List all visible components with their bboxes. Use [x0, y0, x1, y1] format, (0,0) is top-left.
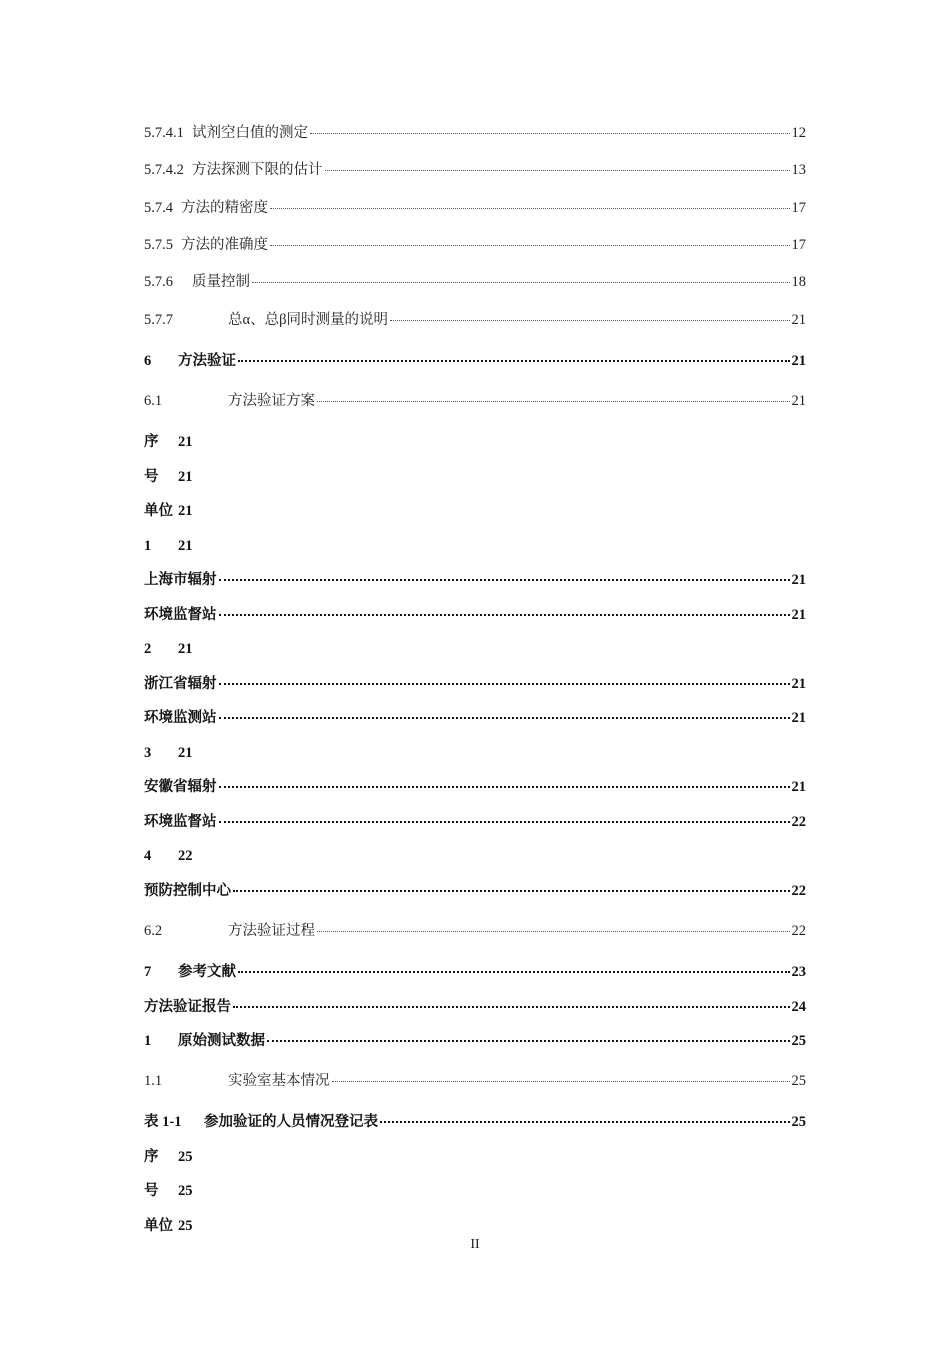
toc-entry-page: 21: [791, 607, 806, 623]
toc-entry[interactable]: [144, 1217, 806, 1235]
toc-entry-page: 12: [791, 125, 806, 141]
toc-entry-page: 21: [791, 676, 806, 692]
toc-entry-title: 方法验证方案: [228, 393, 315, 409]
toc-entry-title: 方法的准确度: [181, 237, 268, 253]
toc-entry-title: 实验室基本情况: [228, 1073, 330, 1089]
toc-dot-leader: [219, 786, 790, 788]
toc-entry[interactable]: [144, 502, 806, 520]
toc-entry[interactable]: [144, 675, 806, 693]
toc-entry-number: 序: [144, 434, 159, 450]
toc-entry[interactable]: [144, 124, 806, 142]
toc-entry[interactable]: [144, 922, 806, 940]
toc-entry-title: 环境监督站: [144, 607, 217, 623]
toc-entry-page: 25: [178, 1149, 193, 1165]
toc-entry-page: 13: [791, 162, 806, 178]
toc-dot-leader: [310, 133, 790, 134]
toc-entry-page: 21: [791, 779, 806, 795]
toc-dot-leader: [219, 614, 790, 616]
toc-dot-leader: [317, 401, 790, 402]
toc-entry-title: 预防控制中心: [144, 883, 231, 899]
toc-entry[interactable]: [144, 273, 806, 291]
toc-entry-title: 环境监测站: [144, 710, 217, 726]
toc-entry-title: 参考文献: [178, 964, 236, 980]
toc-entry-title: 总α、总β同时测量的说明: [228, 312, 388, 328]
toc-entry-number: 4: [144, 848, 152, 864]
toc-entry-page: 21: [178, 503, 193, 519]
toc-entry-title: 方法验证过程: [228, 923, 315, 939]
toc-entry[interactable]: [144, 998, 806, 1016]
toc-entry-page: 25: [791, 1033, 806, 1049]
toc-entry[interactable]: [144, 606, 806, 624]
toc-entry-page: 17: [791, 200, 806, 216]
toc-entry[interactable]: [144, 352, 806, 370]
toc-entry[interactable]: [144, 813, 806, 831]
toc-entry-number: 5.7.6: [144, 274, 173, 290]
toc-dot-leader: [219, 821, 790, 823]
toc-dot-leader: [219, 683, 790, 685]
toc-entry[interactable]: [144, 537, 806, 555]
toc-entry[interactable]: [144, 882, 806, 900]
toc-entry[interactable]: [144, 468, 806, 486]
toc-entry[interactable]: [144, 1072, 806, 1090]
toc-dot-leader: [233, 1006, 790, 1008]
toc-entry-page: 21: [791, 353, 806, 369]
toc-dot-leader: [252, 282, 790, 283]
toc-entry[interactable]: [144, 963, 806, 981]
toc-entry-page: 25: [791, 1114, 806, 1130]
toc-entry-page: 25: [178, 1183, 193, 1199]
toc-entry-page: 21: [178, 538, 193, 554]
toc-entry[interactable]: [144, 199, 806, 217]
toc-entry-page: 18: [791, 274, 806, 290]
toc-entry-title: 质量控制: [192, 274, 250, 290]
toc-entry-page: 24: [791, 999, 806, 1015]
toc-dot-leader: [267, 1040, 790, 1042]
toc-entry-page: 17: [791, 237, 806, 253]
toc-entry-page: 22: [178, 848, 193, 864]
toc-dot-leader: [270, 245, 790, 246]
toc-dot-leader: [317, 931, 790, 932]
toc-entry-title: 参加验证的人员情况登记表: [204, 1114, 378, 1130]
toc-entry[interactable]: [144, 778, 806, 796]
toc-entry-number: 序: [144, 1149, 159, 1165]
toc-dot-leader: [325, 170, 790, 171]
toc-entry-number: 5.7.4.1: [144, 125, 184, 141]
toc-entry-title: 上海市辐射: [144, 572, 217, 588]
toc-entry-title: 安徽省辐射: [144, 779, 217, 795]
toc-entry-number: 7: [144, 964, 152, 980]
toc-dot-leader: [219, 579, 790, 581]
toc-entry-page: 25: [791, 1073, 806, 1089]
toc-entry-title: 浙江省辐射: [144, 676, 217, 692]
toc-entry-title: 环境监督站: [144, 814, 217, 830]
toc-entry[interactable]: [144, 709, 806, 727]
toc-dot-leader: [233, 890, 790, 892]
toc-entry[interactable]: [144, 640, 806, 658]
toc-entry-title: 方法的精密度: [181, 200, 268, 216]
toc-entry[interactable]: [144, 433, 806, 451]
toc-entry-number: 1: [144, 538, 152, 554]
toc-entry-page: 21: [791, 312, 806, 328]
toc-entry-number: 1.1: [144, 1073, 163, 1089]
toc-entry[interactable]: [144, 1148, 806, 1166]
toc-entry-page: 23: [791, 964, 806, 980]
toc-entry-title: 原始测试数据: [178, 1033, 265, 1049]
toc-entry-number: 表 1-1: [144, 1114, 182, 1130]
toc-entry-number: 号: [144, 469, 159, 485]
toc-dot-leader: [380, 1121, 790, 1123]
toc-entry[interactable]: [144, 847, 806, 865]
toc-entry[interactable]: [144, 744, 806, 762]
toc-entry-title: 试剂空白值的测定: [192, 125, 308, 141]
toc-entry-page: 21: [178, 641, 193, 657]
toc-entry[interactable]: [144, 1032, 806, 1050]
toc-entry-page: 21: [178, 434, 193, 450]
toc-entry[interactable]: [144, 311, 806, 329]
toc-entry-number: 6.2: [144, 923, 163, 939]
toc-entry[interactable]: [144, 161, 806, 179]
toc-entry[interactable]: [144, 1113, 806, 1131]
toc-entry-page: 25: [178, 1218, 193, 1234]
toc-entry-page: 22: [791, 814, 806, 830]
toc-dot-leader: [219, 717, 790, 719]
toc-entry-page: 21: [791, 710, 806, 726]
toc-dot-leader: [238, 971, 790, 973]
page-footer-number: II: [470, 1237, 480, 1252]
toc-entry-number: 单位: [144, 503, 173, 519]
toc-entry-page: 22: [791, 883, 806, 899]
toc-entry-page: 21: [791, 393, 806, 409]
toc-entry-number: 6.1: [144, 393, 163, 409]
toc-entry-title: 方法验证: [178, 353, 236, 369]
toc-entry-number: 号: [144, 1183, 159, 1199]
toc-entry-number: 6: [144, 353, 152, 369]
toc-entry[interactable]: [144, 571, 806, 589]
toc-dot-leader: [238, 360, 790, 362]
toc-entry-number: 1: [144, 1033, 152, 1049]
toc-entry[interactable]: [144, 1182, 806, 1200]
toc-entry-page: 21: [791, 572, 806, 588]
toc-entry-page: 22: [791, 923, 806, 939]
toc-entry-number: 2: [144, 641, 152, 657]
toc-entry-number: 5.7.4: [144, 200, 173, 216]
toc-entry[interactable]: [144, 236, 806, 254]
toc-dot-leader: [390, 320, 790, 321]
toc-entry-number: 5.7.5: [144, 237, 173, 253]
toc-entry-number: 单位: [144, 1218, 173, 1234]
toc-entry-number: 5.7.7: [144, 312, 173, 328]
toc-entry-page: 21: [178, 469, 193, 485]
toc-dot-leader: [332, 1081, 790, 1082]
toc-entry-number: 5.7.4.2: [144, 162, 184, 178]
toc-entry-page: 21: [178, 745, 193, 761]
toc-entry-title: 方法验证报告: [144, 999, 231, 1015]
toc-entry-title: 方法探测下限的估计: [192, 162, 323, 178]
toc-entry[interactable]: [144, 392, 806, 410]
toc-entry-number: 3: [144, 745, 152, 761]
toc-dot-leader: [270, 208, 790, 209]
